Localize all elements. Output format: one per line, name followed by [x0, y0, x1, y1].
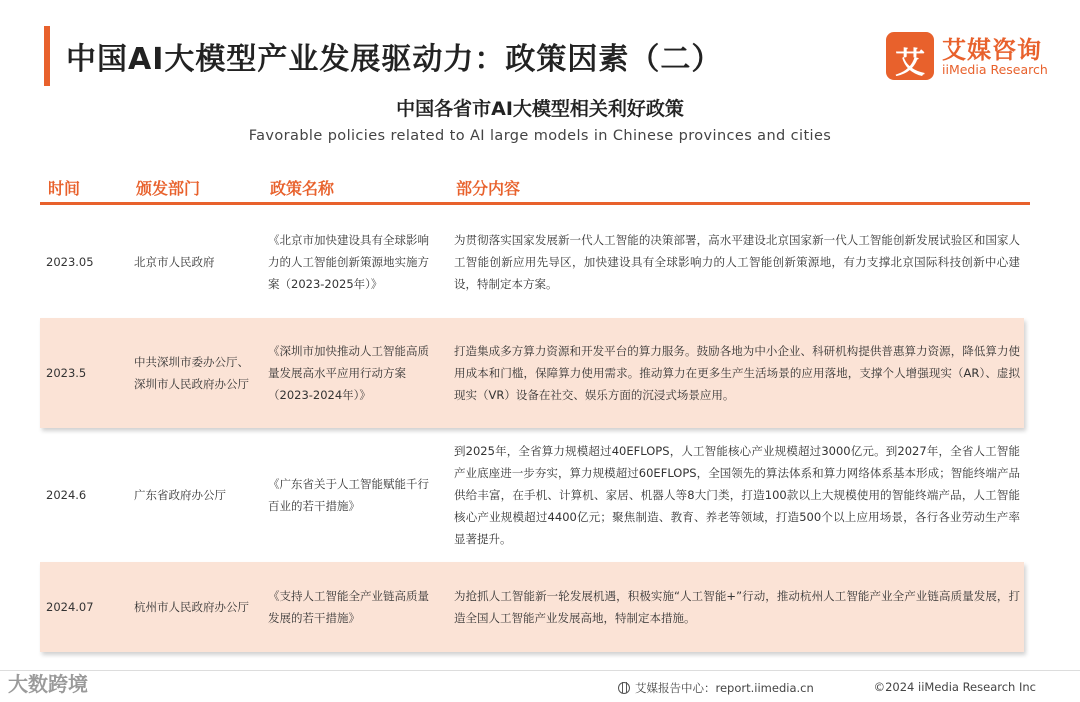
column-header-name: 政策名称	[270, 179, 335, 198]
row-policy-name: 《广东省关于人工智能赋能千行百业的若干措施》	[268, 477, 429, 513]
row-policy-name: 《北京市加快建设具有全球影响力的人工智能创新策源地实施方案（2023-2025年）》	[268, 233, 429, 291]
column-header-time: 时间	[48, 179, 81, 198]
row-dept: 广东省政府办公厅	[134, 488, 226, 502]
logo-mark-icon: 艾	[886, 32, 934, 80]
row-time: 2024.6	[46, 488, 87, 502]
globe-icon	[618, 682, 630, 694]
row-content: 为贯彻落实国家发展新一代人工智能的决策部署，高水平建设北京国家新一代人工智能创新发展试验区和国家人工智能创新应用先导区，加快建设具有全球影响力的人工智能创新策源地，有力支撑北京国际科技创新中心建设，特制定本方案。	[454, 233, 1020, 291]
row-time: 2023.5	[46, 366, 87, 380]
title-accent-bar	[44, 26, 50, 86]
row-time: 2024.07	[46, 600, 94, 614]
table-row	[40, 318, 1024, 428]
report-center-label: 艾媒报告中心：report.iimedia.cn	[635, 681, 814, 695]
table-row	[40, 214, 1024, 310]
row-dept: 中共深圳市委办公厅、深圳市人民政府办公厅	[134, 355, 249, 391]
column-header-dept: 颁发部门	[136, 179, 201, 198]
row-time: 2023.05	[46, 255, 94, 269]
table-row	[40, 562, 1024, 652]
table-title-en: Favorable policies related to AI large models in Chinese provinces and cities	[248, 128, 832, 144]
row-dept: 北京市人民政府	[134, 255, 215, 269]
watermark: 大数跨境	[8, 672, 88, 696]
row-policy-name: 《深圳市加快推动人工智能高质量发展高水平应用行动方案（2023-2024年）》	[268, 344, 429, 402]
page-title: 中国AI大模型产业发展驱动力：政策因素（二）	[66, 42, 723, 77]
row-policy-name: 《支持人工智能全产业链高质量发展的若干措施》	[268, 589, 429, 625]
copyright: ©2024 iiMedia Research Inc	[873, 680, 1036, 694]
report-center-link[interactable]	[618, 680, 814, 696]
table-title-cn: 中国各省市AI大模型相关利好政策	[396, 98, 684, 120]
row-content: 到2025年，全省算力规模超过40EFLOPS，人工智能核心产业规模超过3000亿元。到2027年，全省人工智能产业底座进一步夯实，算力规模超过60EFLOPS，全国领先的算法体系和算力网络体系基本形成；智能终端产品供给丰富，在手机、计算机、家居、机器人等8大门类，打造100款以上大规模使用的智能终端产品，人工智能核心产业规模超过4400亿元；聚焦制造、教育、养老等领域，打造500个以上应用场景，各行各业劳动生产率显著提升。	[454, 444, 1020, 546]
column-header-content: 部分内容	[456, 179, 521, 198]
logo-en-text: iiMedia Research	[942, 62, 1048, 77]
row-dept: 杭州市人民政府办公厅	[134, 600, 249, 614]
table-row	[40, 436, 1024, 554]
row-content: 为抢抓人工智能新一轮发展机遇，积极实施“人工智能+”行动，推动杭州人工智能产业全产业链高质量发展，打造全国人工智能产业发展高地，特制定本措施。	[454, 589, 1020, 625]
footer-divider	[0, 670, 1080, 671]
row-content: 打造集成多方算力资源和开发平台的算力服务。鼓励各地为中小企业、科研机构提供普惠算力资源，降低算力使用成本和门槛，保障算力使用需求。推动算力在更多生产生活场景的应用落地，支撑个人增强现实（AR）、虚拟现实（VR）设备在社交、娱乐方面的沉浸式场景应用。	[454, 344, 1020, 402]
iimedia-logo	[886, 28, 1062, 84]
logo-cn-text: 艾媒咨询	[942, 36, 1042, 64]
table-header	[40, 174, 1030, 205]
